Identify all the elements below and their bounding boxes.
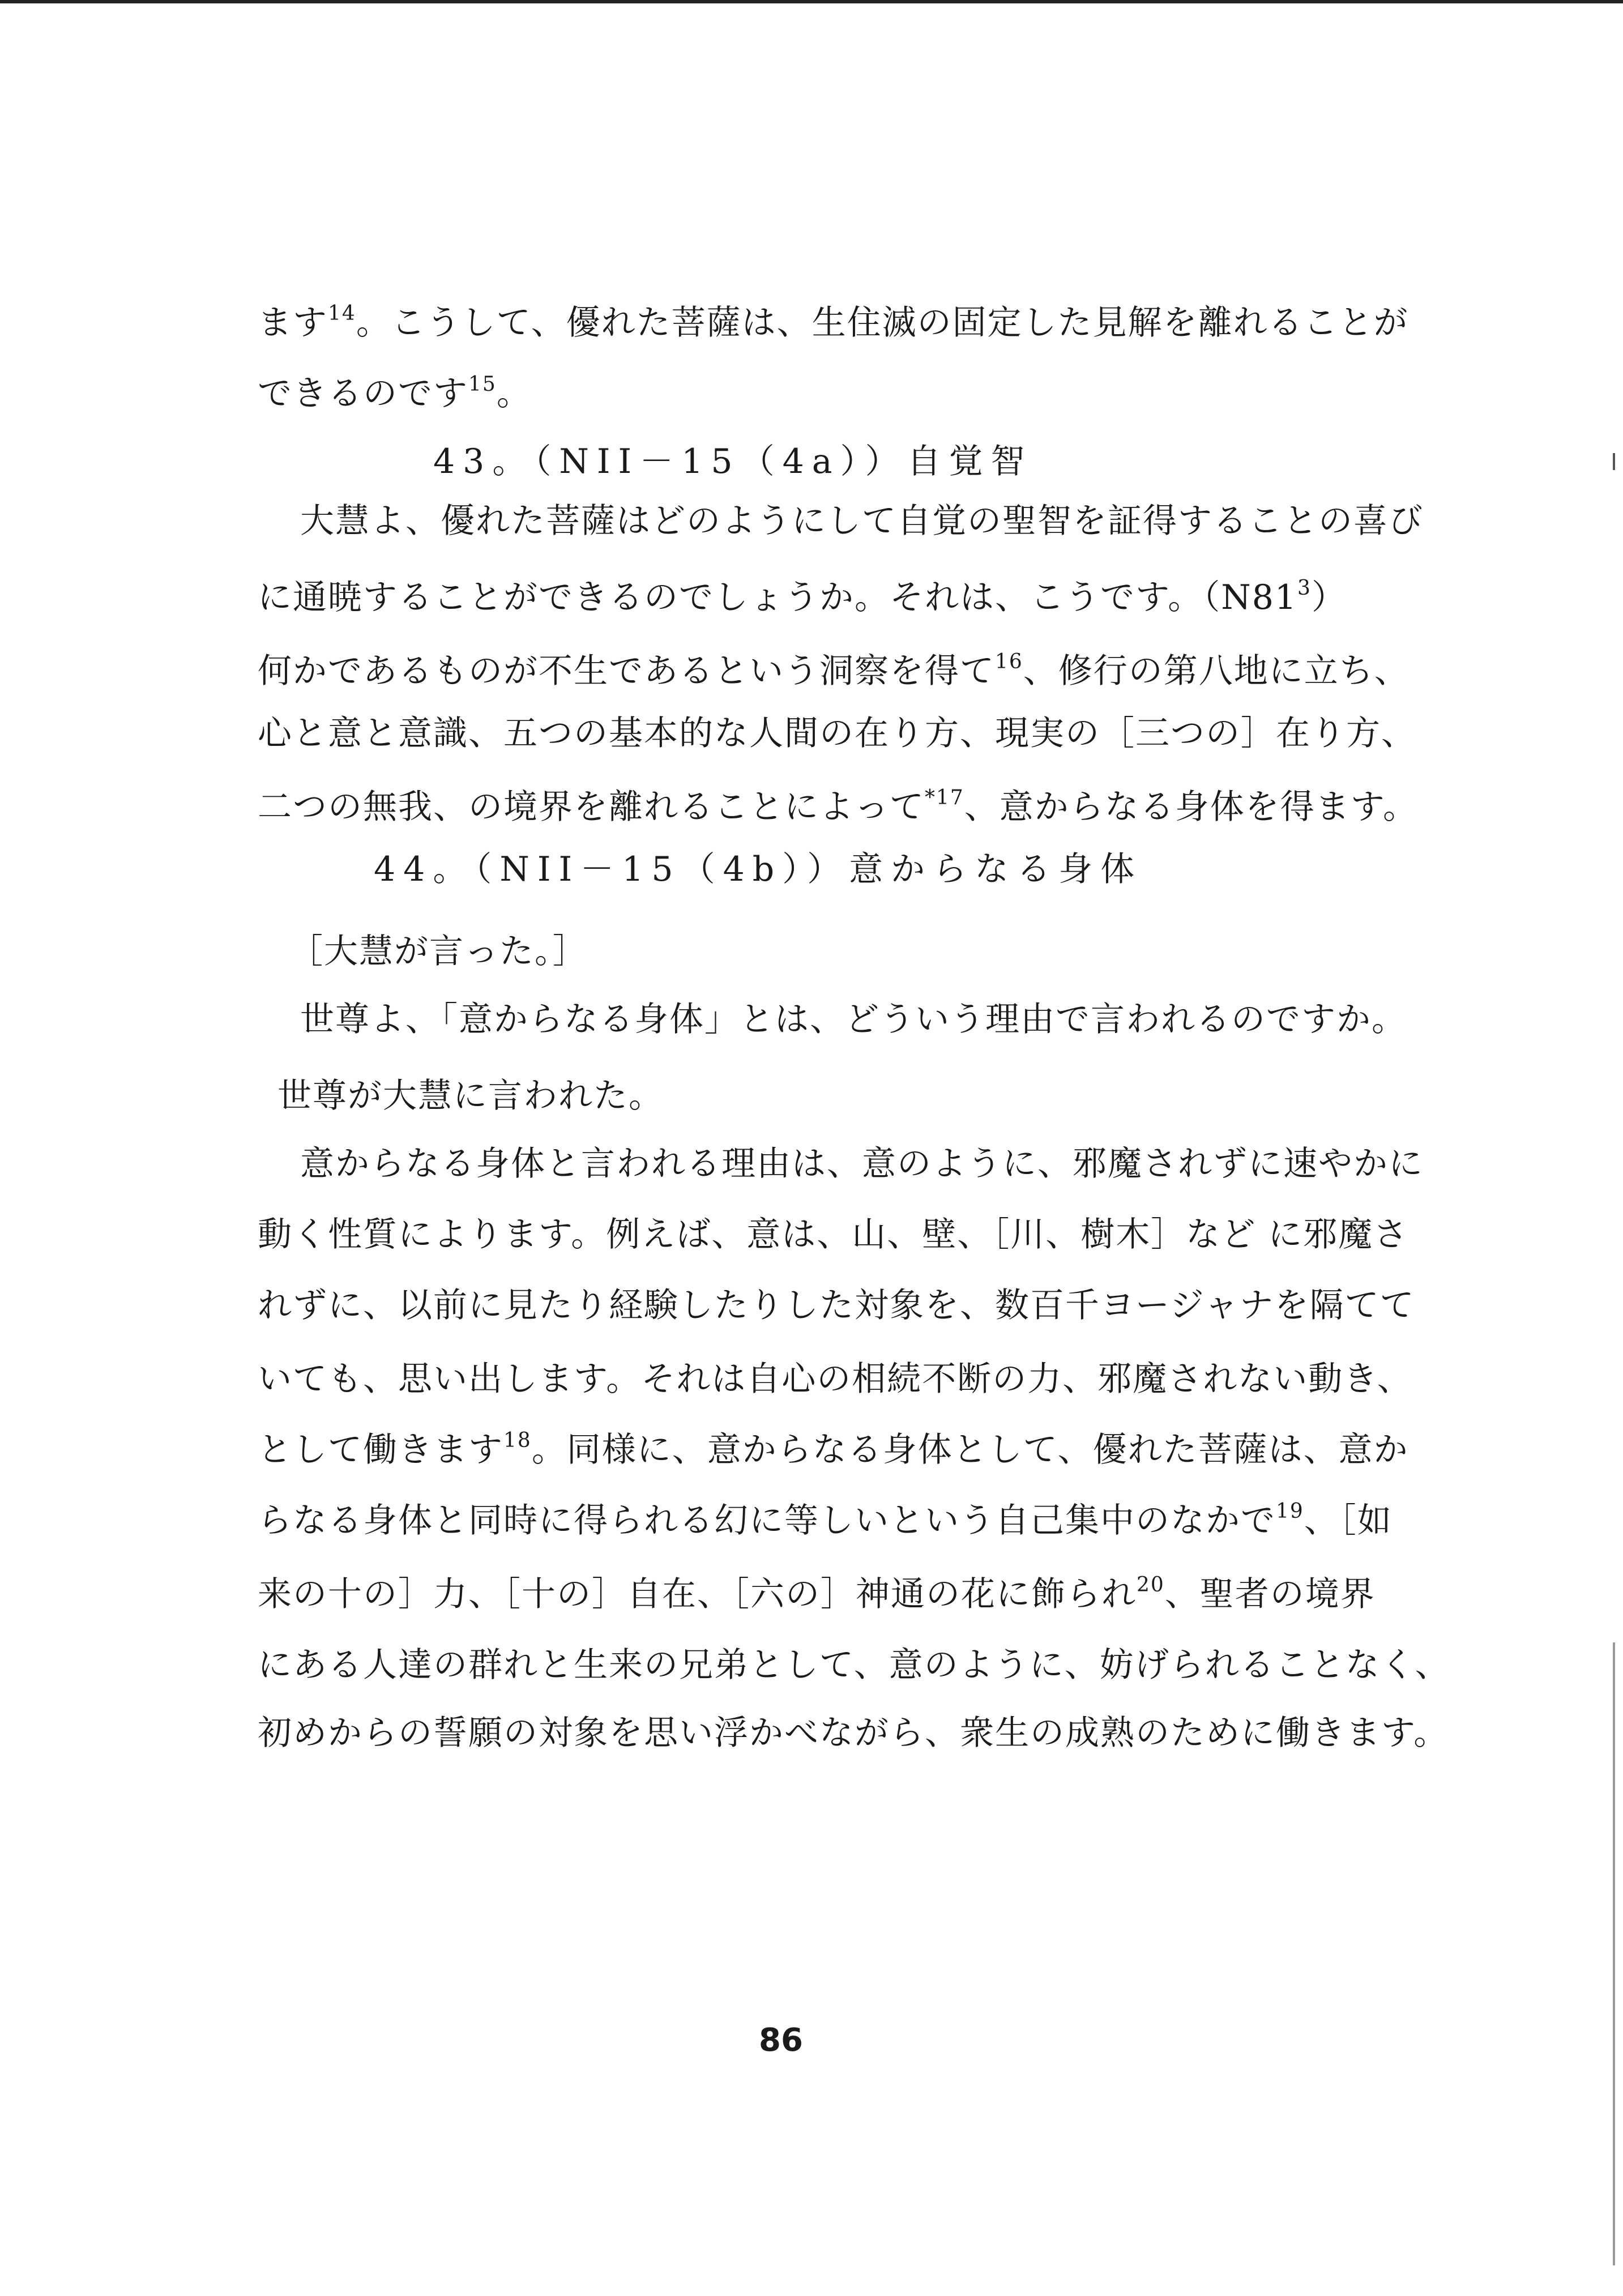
scan-margin-mark [1613,1642,1615,2265]
text-line: れずに、以前に見たり経験したりした対象を、数百千ヨージャナを隔てて [258,1286,1415,1325]
text-line: 世尊が大慧に言われた。 [277,1076,664,1116]
text-line: 動く性質によります。例えば、意は、山、壁、［川、樹木］など に邪魔さ [258,1215,1409,1254]
text-line: 意からなる身体と言われる理由は、意のように、邪魔されずに速やかに [300,1144,1424,1184]
text-line: 初めからの誓願の対象を思い浮かべながら、衆生の成熟のために働きます。 [258,1713,1449,1753]
text-line: 何かであるものが不生であるという洞察を得て$^{16}$、修行の第八地に立ち、 [258,650,1410,691]
text-line: として働きます$^{18}$。同様に、意からなる身体として、優れた菩薩は、意か [258,1429,1409,1470]
text-line: に通暁することができるのでしょうか。それは、こうです。$(N81^3)$ [258,577,1347,617]
text-line: ［大慧が言った。］ [289,932,588,971]
text-line: 大慧よ、優れた菩薩はどのようにして自覚の聖智を証得することの喜び [300,501,1424,541]
section-heading: 44。（NII－15（4b））意からなる身体 [374,850,1143,889]
text-line: 二つの無我、の境界を離れることによって$^{*17}$、意からなる身体を得ます。 [258,786,1419,827]
scan-margin-mark [1613,453,1615,470]
text-line: らなる身体と同時に得られる幻に等しいという自己集中のなかで$^{19}$、［如 [258,1500,1393,1540]
text-line: 心と意と意識、五つの基本的な人間の在り方、現実の［三つの］在り方、 [258,714,1416,753]
text-line: 世尊よ、「意からなる身体」とは、どういう理由で言われるのですか。 [300,1000,1407,1039]
text-line: いても、思い出します。それは自心の相続不断の力、邪魔されない動き、 [258,1359,1412,1399]
page-number: 86 [759,2022,803,2059]
text-line: できるのです$^{15}$。 [258,373,532,413]
section-heading: 43。（NII－15（4a））自覚智 [433,442,1033,481]
text-line: 来の十の］力、［十の］自在、［六の］神通の花に飾られ$^{20}$、聖者の境界 [258,1573,1376,1614]
scan-top-edge [0,0,1623,3]
text-line: ます$^{14}$。こうして、優れた菩薩は、生住滅の固定した見解を離れることが [258,302,1409,343]
text-line: にある人達の群れと生来の兄弟として、意のように、妨げられることなく、 [258,1645,1450,1685]
